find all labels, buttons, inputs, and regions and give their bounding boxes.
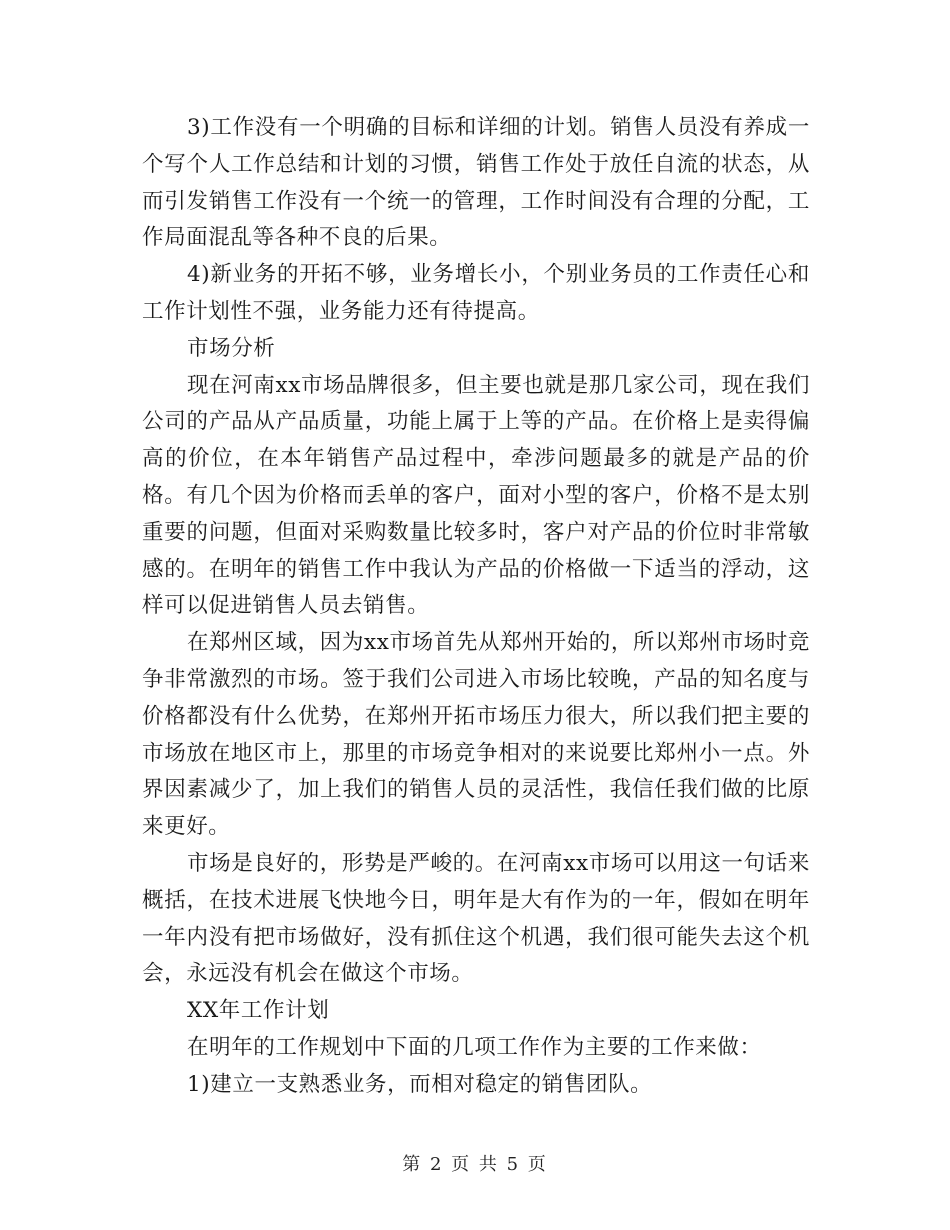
paragraph-work-plan-issue: 3)工作没有一个明确的目标和详细的计划。销售人员没有养成一个写个人工作总结和计划的习惯，销售工作处于放任自流的状态，从而引发销售工作没有一个统一的管理，工作时间没有合理的分配，工作局面混乱等各种不良的后果。 <box>142 115 810 251</box>
paragraph-plan-intro: 在明年的工作规划中下面的几项工作作为主要的工作来做： <box>187 1034 762 1060</box>
paragraph-new-business-issue: 4)新业务的开拓不够，业务增长小，个别业务员的工作责任心和工作计划性不强，业务能力还有待提高。 <box>142 262 810 324</box>
paragraph-plan-item-1: 1)建立一支熟悉业务，而相对稳定的销售团队。 <box>187 1071 653 1097</box>
paragraph-zhengzhou-region: 在郑州区域，因为xx市场首先从郑州开始的，所以郑州市场时竞争非常激烈的市场。签于我们公司进入市场比较晚，产品的知名度与价格都没有什么优势，在郑州开拓市场压力很大，所以我们把主要的市场放在地区市上，那里的市场竞争相对的来说要比郑州小一点。外界因素减少了，加上我们的销售人员的灵活性，我信任我们做的比原来更好。 <box>142 630 810 840</box>
section-heading-market-analysis: 市场分析 <box>187 335 276 361</box>
page-footer: 第 2 页 共 5 页 <box>402 1154 548 1175</box>
paragraph-market-brands: 现在河南xx市场品牌很多，但主要也就是那几家公司，现在我们公司的产品从产品质量，功能上属于上等的产品。在价格上是卖得偏高的价位，在本年销售产品过程中，牵涉问题最多的就是产品的价格。有几个因为价格而丢单的客户，面对小型的客户，价格不是太别重要的问题，但面对采购数量比较多时，客户对产品的价位时非常敏感的。在明年的销售工作中我认为产品的价格做一下适当的浮动，这样可以促进销售人员去销售。 <box>142 372 810 619</box>
paragraph-market-outlook: 市场是良好的，形势是严峻的。在河南xx市场可以用这一句话来概括，在技术进展飞快地今日，明年是大有作为的一年，假如在明年一年内没有把市场做好，没有抓住这个机遇，我们很可能失去这个机会，永远没有机会在做这个市场。 <box>142 850 810 987</box>
section-heading-work-plan: XX年工作计划 <box>187 998 330 1024</box>
document-body <box>142 110 810 1104</box>
